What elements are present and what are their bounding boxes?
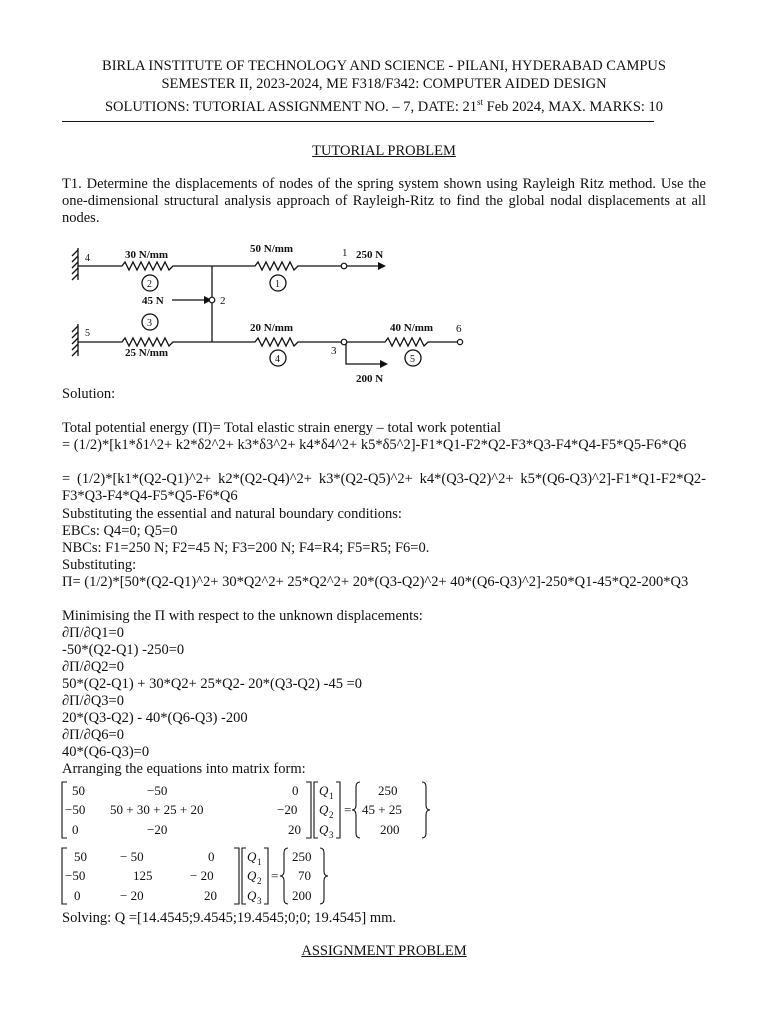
m2-r3c2: − 20	[120, 888, 144, 903]
label-force-45: 45 N	[142, 295, 164, 307]
eq-q6: 40*(Q6-Q3)=0	[62, 744, 150, 760]
m1-rhs2: 45 + 25	[362, 802, 402, 817]
node-label-3: 3	[331, 345, 337, 357]
eq-q3: 20*(Q3-Q2) - 40*(Q6-Q3) -200	[62, 710, 248, 726]
element-label-3: 3	[147, 318, 152, 329]
m1-r1c3: 0	[292, 783, 299, 798]
m2-r2c2: 125	[133, 868, 153, 883]
m1-r1c1: 50	[72, 783, 85, 798]
node-label-1: 1	[342, 247, 348, 259]
m2-q1-sub: 1	[257, 857, 262, 867]
m1-rhs1: 250	[378, 783, 398, 798]
label-k1: 50 N/mm	[250, 243, 294, 255]
m1-equals: =	[344, 802, 352, 817]
node-label-2: 2	[220, 295, 226, 307]
header-course: SEMESTER II, 2023-2024, ME F318/F342: COMPUTER AIDED DESIGN	[161, 76, 607, 92]
m2-q3: Q	[247, 888, 257, 903]
element-label-2: 2	[147, 279, 152, 290]
m1-q1-sub: 1	[329, 791, 334, 801]
substituting-label: Substituting:	[62, 557, 137, 573]
header-assignment-b: Feb 2024, MAX. MARKS: 10	[483, 98, 664, 115]
pi-expression: Π= (1/2)*[50*(Q2-Q1)^2+ 30*Q2^2+ 25*Q2^2+ 20*(Q3-Q2)^2+ 40*(Q6-Q3)^2]-250*Q1-45*Q2-200*Q3	[62, 574, 689, 590]
element-label-5: 5	[410, 354, 415, 365]
m1-q1: Q	[319, 783, 329, 798]
m1-r3c2: −20	[147, 822, 168, 837]
m2-r2c3: − 20	[190, 868, 214, 883]
solution-label: Solution:	[62, 386, 116, 402]
m2-r1c2: − 50	[120, 849, 144, 864]
matrix-equation-1	[60, 779, 402, 841]
m2-r3c1: 0	[74, 888, 81, 903]
label-k2: 30 N/mm	[125, 249, 169, 261]
dpi-dq6: ∂Π/∂Q6=0	[62, 727, 124, 743]
element-label-1: 1	[275, 279, 280, 290]
label-k4: 20 N/mm	[250, 322, 294, 334]
eq-line-3: = (1/2)*[k1*(Q2-Q1)^2+ k2*(Q2-Q4)^2+ k3*(Q2-Q5)^2+ k4*(Q3-Q2)^2+ k5*(Q6-Q3)^2]-F1*Q1-F2*Q2-F3*Q3-F4*Q4-F5*Q5-F6*Q6	[62, 471, 706, 504]
eq-line-1: Total potential energy (Π)= Total elastic strain energy – total work potential	[62, 420, 502, 436]
ebc-line: EBCs: Q4=0; Q5=0	[62, 523, 178, 539]
m1-rhs3: 200	[380, 822, 400, 837]
node-label-6: 6	[456, 323, 462, 335]
m2-r1c3: 0	[208, 849, 215, 864]
m2-rhs1: 250	[292, 849, 312, 864]
m1-q2-sub: 2	[329, 810, 334, 820]
m1-r3c3: 20	[288, 822, 301, 837]
m2-q1: Q	[247, 849, 257, 864]
m1-r2c1: −50	[65, 802, 86, 817]
solution-result: Solving: Q =[14.4545;9.4545;19.4545;0;0; 19.4545] mm.	[62, 910, 397, 926]
m2-r3c3: 20	[204, 888, 217, 903]
problem-statement: T1. Determine the displacements of nodes of the spring system shown using Rayleigh Ritz method. Use the one-dimensional structural analysis approach of Rayleigh-Ritz to find the global nodal displacements at all nodes.	[62, 176, 706, 226]
matrix-intro: Arranging the equations into matrix form:	[62, 761, 306, 777]
header-assignment	[0, 93, 768, 117]
header-assignment-a: SOLUTIONS: TUTORIAL ASSIGNMENT NO. – 7, DATE: 21	[104, 98, 477, 115]
m1-q3-sub: 3	[329, 830, 334, 840]
m2-rhs2: 70	[298, 868, 311, 883]
label-force-200: 200 N	[356, 373, 384, 385]
m2-q2: Q	[247, 868, 257, 883]
eq-q1: -50*(Q2-Q1) -250=0	[62, 642, 185, 658]
m2-r2c1: −50	[65, 868, 86, 883]
m2-r1c1: 50	[74, 849, 87, 864]
dpi-dq3: ∂Π/∂Q3=0	[62, 693, 124, 709]
header-assignment-sup: st	[476, 97, 483, 107]
m1-r2c3: −20	[277, 802, 298, 817]
eq-q2: 50*(Q2-Q1) + 30*Q2+ 25*Q2- 20*(Q3-Q2) -45 =0	[62, 676, 362, 692]
minimising-line: Minimising the Π with respect to the unknown displacements:	[62, 608, 423, 624]
m1-r3c1: 0	[72, 822, 79, 837]
m1-q3: Q	[319, 822, 329, 837]
dpi-dq1: ∂Π/∂Q1=0	[62, 625, 124, 641]
eq-line-4: Substituting the essential and natural boundary conditions:	[62, 506, 402, 522]
eq-line-2: = (1/2)*[k1*δ1^2+ k2*δ2^2+ k3*δ3^2+ k4*δ4^2+ k5*δ5^2]-F1*Q1-F2*Q2-F3*Q3-F4*Q4-F5*Q5-F6*Q6	[62, 437, 687, 453]
label-k3: 25 N/mm	[125, 347, 169, 359]
node-label-4: 4	[85, 253, 90, 264]
header-rule	[62, 121, 654, 122]
matrix-2-rhs	[290, 845, 350, 907]
matrix-equation-2	[60, 845, 290, 907]
m2-q3-sub: 3	[257, 896, 262, 906]
m2-q2-sub: 2	[257, 876, 262, 886]
spring-system-diagram	[60, 236, 480, 386]
element-label-4: 4	[275, 354, 280, 365]
label-force-250: 250 N	[356, 249, 384, 261]
header-institute: BIRLA INSTITUTE OF TECHNOLOGY AND SCIENCE - PILANI, HYDERABAD CAMPUS	[102, 58, 666, 74]
m1-r2c2: 50 + 30 + 25 + 20	[110, 802, 204, 817]
m2-rhs3: 200	[292, 888, 312, 903]
tutorial-heading: TUTORIAL PROBLEM	[312, 143, 456, 159]
label-k5: 40 N/mm	[390, 322, 434, 334]
m1-r1c2: −50	[147, 783, 168, 798]
m1-q2: Q	[319, 802, 329, 817]
nbc-line: NBCs: F1=250 N; F2=45 N; F3=200 N; F4=R4; F5=R5; F6=0.	[62, 540, 430, 556]
node-label-5: 5	[85, 328, 90, 339]
dpi-dq2: ∂Π/∂Q2=0	[62, 659, 124, 675]
m2-equals: =	[271, 868, 279, 883]
assignment-heading: ASSIGNMENT PROBLEM	[301, 943, 467, 959]
